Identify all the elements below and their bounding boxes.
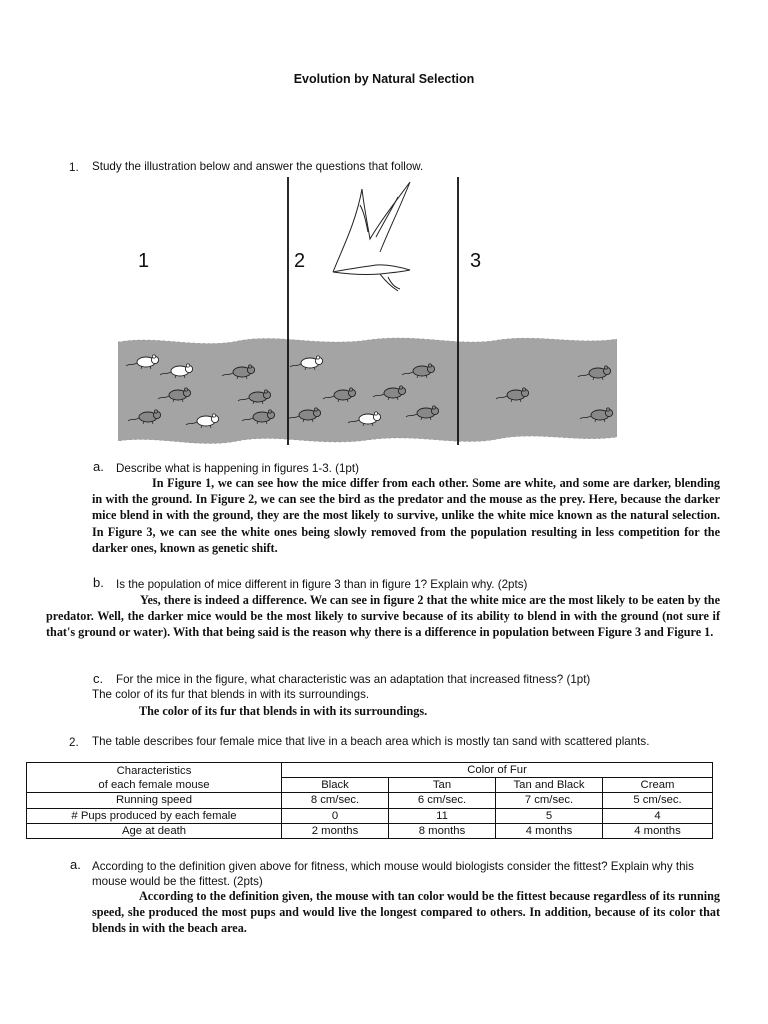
figure-label-3: 3 (470, 250, 482, 272)
col-header: Cream (603, 778, 713, 793)
table-header-color: Color of Fur (282, 763, 713, 778)
table-cell: 2 months (282, 823, 389, 838)
table-cell: 5 (496, 808, 603, 823)
col-header: Tan (389, 778, 496, 793)
figure-label-1: 1 (138, 250, 150, 272)
q1c-prompt: For the mice in the figure, what characteristic was an adaptation that increased fitness? (1pt) (116, 673, 591, 686)
q2-number: 2. (69, 736, 79, 749)
row-label: # Pups produced by each female (27, 808, 282, 823)
table-cell: 7 cm/sec. (496, 793, 603, 808)
q1-prompt: Study the illustration below and answer the questions that follow. (92, 160, 424, 173)
q2-prompt: The table describes four female mice that live in a beach area which is mostly tan sand with scattered plants. (92, 735, 650, 748)
col-header: Tan and Black (496, 778, 603, 793)
table-cell: 11 (389, 808, 496, 823)
q1a-answer: In Figure 1, we can see how the mice differ from each other. Some are white, and some are darker, blending in with the ground. In Figure 2, we can see the bird as the predator and the mouse as the prey. Here, because the darker mice blend in with the ground, they are the most likely to survive, unlike the white mice known as the natural selection. In Figure 3, we can see the white ones being slowly removed from the population resulting in less competition for the darker ones, known as genetic shift. (92, 476, 720, 555)
q2a-marker: a. (70, 857, 81, 872)
table-row (27, 793, 713, 808)
figure-label-2: 2 (294, 250, 306, 272)
q1c-answer: The color of its fur that blends in with its surroundings. (139, 704, 428, 718)
table-cell: 4 months (603, 823, 713, 838)
q1-number: 1. (69, 161, 79, 174)
col-header: Black (282, 778, 389, 793)
table-cell: 0 (282, 808, 389, 823)
q1b-prompt: Is the population of mice different in figure 3 than in figure 1? Explain why. (2pts) (116, 578, 528, 591)
q1a-marker: a. (93, 459, 104, 474)
table-row (27, 808, 713, 823)
table-cell: 5 cm/sec. (603, 793, 713, 808)
table-cell: 6 cm/sec. (389, 793, 496, 808)
q2a-answer: According to the definition given, the mouse with tan color would be the fittest because regardless of its running speed, she produced the most pups and would live the longest compared to others. In addition, because of its color that blends in with the beach area. (92, 889, 720, 936)
bird-illustration (333, 182, 410, 291)
q1a-prompt: Describe what is happening in figures 1-3. (1pt) (116, 462, 359, 475)
row-label: Age at death (27, 823, 282, 838)
header-line-2: of each female mouse (98, 778, 210, 791)
table-cell: 8 cm/sec. (282, 793, 389, 808)
table-header-characteristics (27, 763, 282, 793)
table-cell: 4 months (496, 823, 603, 838)
q1c-prompt-line2: The color of its fur that blends in with its surroundings. (92, 688, 370, 701)
row-label: Running speed (27, 793, 282, 808)
table-row (27, 823, 713, 838)
table-cell: 4 (603, 808, 713, 823)
page-title: Evolution by Natural Selection (293, 72, 475, 86)
q1b-answer: Yes, there is indeed a difference. We can see in figure 2 that the white mice are the most likely to be eaten by the predator. Well, the darker mice would be the most likely to survive because of its ability to blend in with the ground (not sure if that's ground or water). With that being said is the reason why there is a difference in population between Figure 3 and Figure 1. (46, 593, 720, 640)
fur-color-table (26, 762, 713, 839)
q1c-marker: c. (93, 671, 104, 686)
header-line-1: Characteristics (116, 764, 192, 777)
table-cell: 8 months (389, 823, 496, 838)
mice-figure (118, 177, 617, 447)
q2a-prompt: According to the definition given above for fitness, which mouse would biologists consider the fittest? Explain why this mouse would be the fittest. (2pts) (92, 860, 694, 888)
q1b-marker: b. (93, 575, 104, 590)
